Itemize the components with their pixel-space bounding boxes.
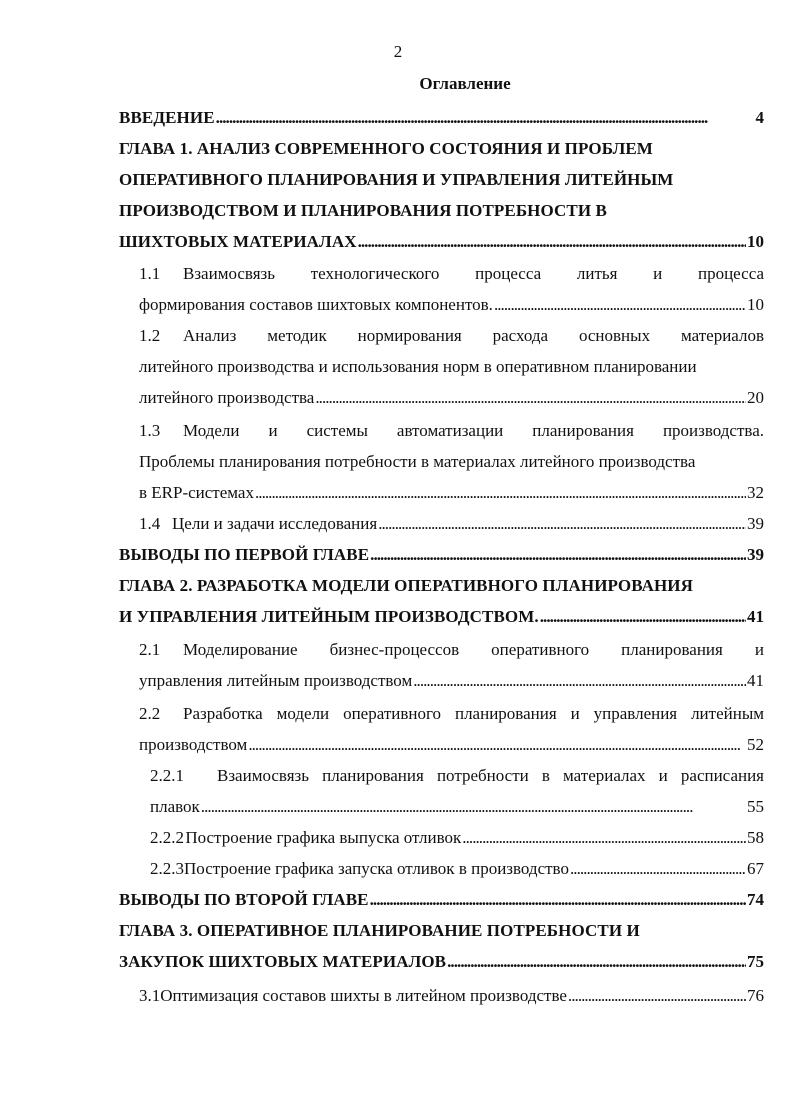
- toc-section-number: 2.1: [139, 640, 161, 659]
- dot-leader: [358, 226, 746, 257]
- toc-page-number: 41: [747, 607, 764, 626]
- toc-page-number: 76: [747, 986, 764, 1005]
- dot-leader: [255, 477, 746, 508]
- toc-page-number: 55: [747, 797, 764, 816]
- toc-entry-line: Цели и задачи исследования: [172, 514, 378, 533]
- dot-leader: [413, 665, 746, 696]
- dot-leader: [315, 382, 746, 413]
- toc-entry-line: Взаимосвязь планирования потребности в материалах и расписания: [217, 766, 764, 785]
- toc-entry-line: Взаимосвязь технологического процесса литья и процесса: [183, 264, 764, 283]
- dot-leader: [570, 853, 746, 884]
- toc-section-number: 2.2.1: [150, 766, 184, 785]
- toc-entry-line: ОПЕРАТИВНОГО ПЛАНИРОВАНИЯ И УПРАВЛЕНИЯ ЛИТЕЙНЫМ: [119, 170, 674, 189]
- toc-title: Оглавление: [419, 74, 511, 93]
- dot-leader: [201, 791, 746, 822]
- dot-leader: [248, 729, 746, 760]
- toc-section-number: 1.4: [139, 514, 161, 533]
- toc-page-number: 75: [747, 952, 764, 971]
- toc-entry-line: производством: [139, 735, 248, 754]
- toc-page-number: 32: [747, 483, 764, 502]
- dot-leader: [216, 102, 755, 133]
- toc-entry-line: Разработка модели оперативного планирования и управления литейным: [183, 704, 764, 723]
- toc-page-number: 20: [747, 388, 764, 407]
- toc-entry-line: литейного производства: [139, 388, 315, 407]
- toc-entry-line: литейного производства и использования норм в оперативном планировании: [139, 357, 697, 376]
- toc-entry-line: Моделирование бизнес-процессов оперативного планирования и: [183, 640, 764, 659]
- toc-entry-line: плавок: [150, 797, 200, 816]
- toc-entry-title: ВВЕДЕНИЕ: [119, 108, 215, 127]
- toc-entry-line: Построение графика запуска отливок в производство: [184, 859, 569, 878]
- toc-page-number: 74: [747, 890, 764, 909]
- toc-section-number: 1.3: [139, 421, 161, 440]
- toc-page-number: 10: [747, 295, 764, 314]
- toc-page-number: 10: [747, 232, 764, 251]
- toc-page-number: 39: [747, 514, 764, 533]
- dot-leader: [378, 508, 746, 539]
- toc-section-number: 2.2.2: [150, 828, 184, 847]
- toc-entry-line: ЗАКУПОК ШИХТОВЫХ МАТЕРИАЛОВ: [119, 952, 447, 971]
- dot-leader: [370, 539, 746, 570]
- toc-entry-line: в ERP-системах: [139, 483, 254, 502]
- toc-entry-title: ВЫВОДЫ ПО ВТОРОЙ ГЛАВЕ: [119, 890, 369, 909]
- toc-entry-line: Построение графика выпуска отливок: [185, 828, 462, 847]
- toc-entry-line: И УПРАВЛЕНИЯ ЛИТЕЙНЫМ ПРОИЗВОДСТВОМ.: [119, 607, 539, 626]
- toc-page-number: 67: [747, 859, 764, 878]
- toc-page-number: 4: [755, 108, 764, 127]
- toc-entry-line: ШИХТОВЫХ МАТЕРИАЛАХ: [119, 232, 357, 251]
- toc-page-number: 52: [747, 735, 764, 754]
- toc-entry-line: формирования составов шихтовых компонентов.: [139, 295, 493, 314]
- toc-entry-title: ВЫВОДЫ ПО ПЕРВОЙ ГЛАВЕ: [119, 545, 370, 564]
- toc-section-number: 1.1: [139, 264, 161, 283]
- dot-leader: [568, 980, 746, 1011]
- toc-entry-line: Анализ методик нормирования расхода основных материалов: [183, 326, 764, 345]
- toc-page-number: 41: [747, 671, 764, 690]
- toc-entry-line: ГЛАВА 2. РАЗРАБОТКА МОДЕЛИ ОПЕРАТИВНОГО ПЛАНИРОВАНИЯ: [119, 576, 694, 595]
- toc-page-number: 39: [747, 545, 764, 564]
- dot-leader: [494, 289, 746, 320]
- toc-entry-line: Модели и системы автоматизации планирования производства.: [183, 421, 764, 440]
- toc-entry-line: ПРОИЗВОДСТВОМ И ПЛАНИРОВАНИЯ ПОТРЕБНОСТИ В: [119, 201, 607, 220]
- dot-leader: [540, 601, 746, 632]
- toc-entry-line: Оптимизация составов шихты в литейном производстве: [160, 986, 567, 1005]
- toc-section-number: 1.2: [139, 326, 161, 345]
- toc-entry-line: управления литейным производством: [139, 671, 413, 690]
- toc-page-number: 58: [747, 828, 764, 847]
- dot-leader: [462, 822, 746, 853]
- toc-section-number: 2.2: [139, 704, 161, 723]
- dot-leader: [447, 946, 746, 977]
- page-number: 2: [393, 42, 403, 61]
- toc-entry-line: ГЛАВА 3. ОПЕРАТИВНОЕ ПЛАНИРОВАНИЕ ПОТРЕБНОСТИ И: [119, 921, 640, 940]
- toc-entry-line: ГЛАВА 1. АНАЛИЗ СОВРЕМЕННОГО СОСТОЯНИЯ И ПРОБЛЕМ: [119, 139, 653, 158]
- dot-leader: [370, 884, 746, 915]
- toc-entry-line: Проблемы планирования потребности в материалах литейного производства: [139, 452, 696, 471]
- toc-section-number: 3.1: [139, 986, 161, 1005]
- toc-section-number: 2.2.3: [150, 859, 184, 878]
